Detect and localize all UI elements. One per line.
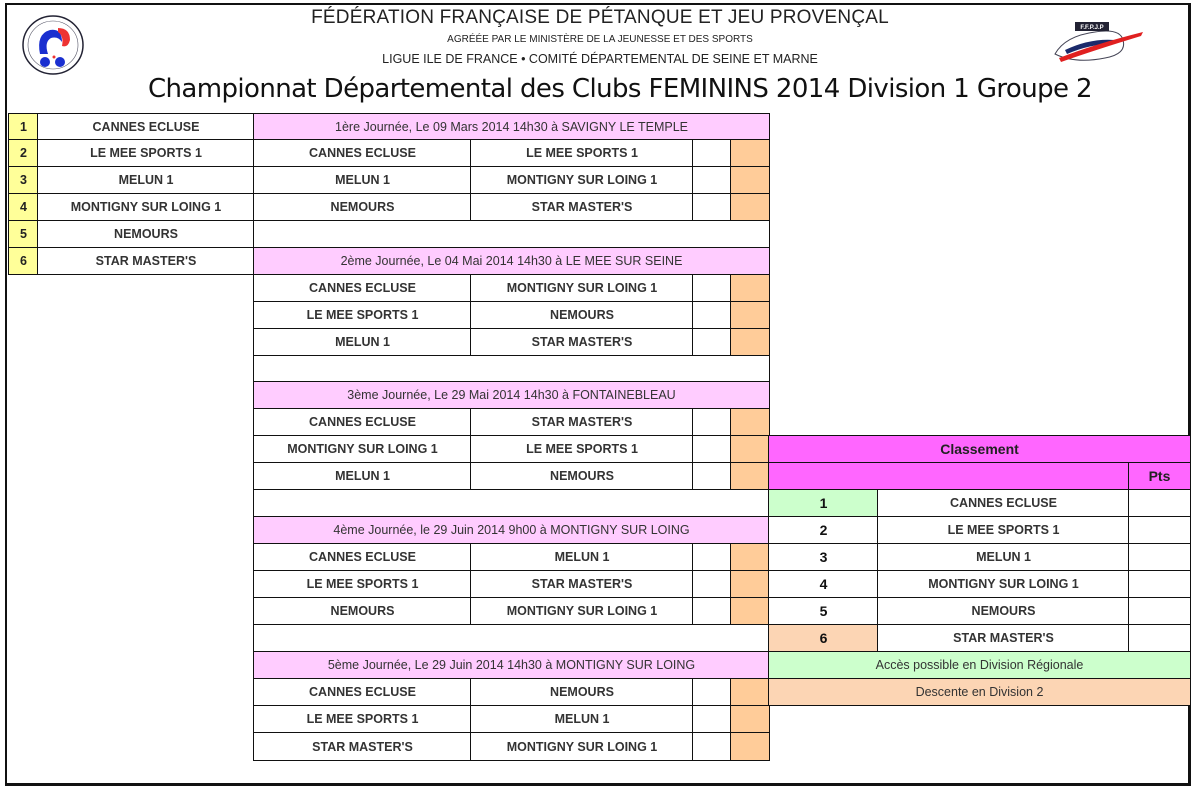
match-home: LE MEE SPORTS 1: [253, 570, 472, 598]
team-number: 4: [8, 193, 39, 221]
match-away: STAR MASTER'S: [470, 193, 694, 221]
points-cell[interactable]: [730, 543, 770, 571]
league-line: LIGUE ILE DE FRANCE • COMITÉ DÉPARTEMENTAL DE SEINE ET MARNE: [382, 52, 818, 66]
score-cell[interactable]: [692, 543, 732, 571]
round-header: 1ère Journée, Le 09 Mars 2014 14h30 à SAVIGNY LE TEMPLE: [253, 113, 770, 141]
rank-cell: 2: [768, 516, 879, 544]
rank-team: NEMOURS: [877, 597, 1130, 625]
match-away: LE MEE SPORTS 1: [470, 435, 694, 463]
match-away: MELUN 1: [470, 705, 694, 733]
points-cell[interactable]: [730, 166, 770, 194]
team-name: NEMOURS: [37, 220, 255, 248]
score-cell[interactable]: [692, 274, 732, 302]
agreement-line: AGRÉÉE PAR LE MINISTÈRE DE LA JEUNESSE ET DES SPORTS: [447, 34, 753, 45]
points-cell[interactable]: [730, 732, 770, 761]
rank-cell: 1: [768, 489, 879, 517]
team-name: MONTIGNY SUR LOING 1: [37, 193, 255, 221]
classement-title: Classement: [768, 435, 1191, 463]
points-cell[interactable]: [730, 301, 770, 329]
match-away: MELUN 1: [470, 543, 694, 571]
svg-text:F.F.P.J.P: F.F.P.J.P: [1080, 25, 1104, 31]
match-away: STAR MASTER'S: [470, 328, 694, 356]
match-away: MONTIGNY SUR LOING 1: [470, 166, 694, 194]
round-header: 3ème Journée, Le 29 Mai 2014 14h30 à FONTAINEBLEAU: [253, 381, 770, 409]
match-away: NEMOURS: [470, 462, 694, 490]
points-cell[interactable]: [730, 408, 770, 436]
spacer-row: [253, 624, 770, 652]
points-cell[interactable]: [730, 139, 770, 167]
pts-header: Pts: [1128, 462, 1191, 490]
spacer-row: [253, 220, 770, 248]
rank-points[interactable]: [1128, 489, 1191, 517]
points-cell[interactable]: [730, 328, 770, 356]
match-away: MONTIGNY SUR LOING 1: [470, 597, 694, 625]
rank-cell: 6: [768, 624, 879, 652]
rank-cell: 3: [768, 543, 879, 571]
match-home: NEMOURS: [253, 597, 472, 625]
rank-points[interactable]: [1128, 570, 1191, 598]
match-home: CANNES ECLUSE: [253, 408, 472, 436]
match-home: MELUN 1: [253, 328, 472, 356]
rank-team: LE MEE SPORTS 1: [877, 516, 1130, 544]
team-number: 3: [8, 166, 39, 194]
points-cell[interactable]: [730, 462, 770, 490]
rank-points[interactable]: [1128, 624, 1191, 652]
score-cell[interactable]: [692, 597, 732, 625]
rank-points[interactable]: [1128, 597, 1191, 625]
match-home: LE MEE SPORTS 1: [253, 705, 472, 733]
match-away: STAR MASTER'S: [470, 408, 694, 436]
match-home: MELUN 1: [253, 166, 472, 194]
points-cell[interactable]: [730, 435, 770, 463]
match-home: CANNES ECLUSE: [253, 678, 472, 706]
match-home: CANNES ECLUSE: [253, 274, 472, 302]
points-cell[interactable]: [730, 193, 770, 221]
match-away: NEMOURS: [470, 301, 694, 329]
points-cell[interactable]: [730, 678, 770, 706]
team-number: 2: [8, 139, 39, 167]
team-number: 5: [8, 220, 39, 248]
rank-team: MELUN 1: [877, 543, 1130, 571]
round-header: 4ème Journée, le 29 Juin 2014 9h00 à MONTIGNY SUR LOING: [253, 516, 770, 544]
legend-relegation: Descente en Division 2: [768, 678, 1191, 706]
team-name: MELUN 1: [37, 166, 255, 194]
rank-cell: 5: [768, 597, 879, 625]
score-cell[interactable]: [692, 678, 732, 706]
match-home: CANNES ECLUSE: [253, 139, 472, 167]
score-cell[interactable]: [692, 139, 732, 167]
team-name: STAR MASTER'S: [37, 247, 255, 275]
classement-subheader: [768, 462, 1130, 490]
score-cell[interactable]: [692, 301, 732, 329]
score-cell[interactable]: [692, 705, 732, 733]
spacer-row: [253, 355, 770, 383]
match-away: STAR MASTER'S: [470, 570, 694, 598]
match-home: STAR MASTER'S: [253, 732, 472, 761]
match-away: LE MEE SPORTS 1: [470, 139, 694, 167]
rank-points[interactable]: [1128, 516, 1191, 544]
match-home: MELUN 1: [253, 462, 472, 490]
match-home: CANNES ECLUSE: [253, 543, 472, 571]
round-header: 5ème Journée, Le 29 Juin 2014 14h30 à MONTIGNY SUR LOING: [253, 651, 770, 679]
match-home: MONTIGNY SUR LOING 1: [253, 435, 472, 463]
score-cell[interactable]: [692, 328, 732, 356]
score-cell[interactable]: [692, 166, 732, 194]
match-away: MONTIGNY SUR LOING 1: [470, 732, 694, 761]
page-title: Championnat Départemental des Clubs FEMININS 2014 Division 1 Groupe 2: [148, 74, 1092, 104]
points-cell[interactable]: [730, 705, 770, 733]
team-number: 6: [8, 247, 39, 275]
score-cell[interactable]: [692, 732, 732, 761]
score-cell[interactable]: [692, 570, 732, 598]
points-cell[interactable]: [730, 274, 770, 302]
team-name: LE MEE SPORTS 1: [37, 139, 255, 167]
team-number: 1: [8, 113, 39, 141]
points-cell[interactable]: [730, 597, 770, 625]
rank-cell: 4: [768, 570, 879, 598]
team-name: CANNES ECLUSE: [37, 113, 255, 141]
rank-team: STAR MASTER'S: [877, 624, 1130, 652]
score-cell[interactable]: [692, 193, 732, 221]
score-cell[interactable]: [692, 462, 732, 490]
score-cell[interactable]: [692, 435, 732, 463]
spacer-row: [253, 489, 770, 517]
score-cell[interactable]: [692, 408, 732, 436]
match-home: NEMOURS: [253, 193, 472, 221]
match-home: LE MEE SPORTS 1: [253, 301, 472, 329]
rank-team: CANNES ECLUSE: [877, 489, 1130, 517]
points-cell[interactable]: [730, 570, 770, 598]
rank-team: MONTIGNY SUR LOING 1: [877, 570, 1130, 598]
match-away: NEMOURS: [470, 678, 694, 706]
legend-promotion: Accès possible en Division Régionale: [768, 651, 1191, 679]
federation-name: FÉDÉRATION FRANÇAISE DE PÉTANQUE ET JEU PROVENÇAL: [311, 7, 889, 28]
match-away: MONTIGNY SUR LOING 1: [470, 274, 694, 302]
rank-points[interactable]: [1128, 543, 1191, 571]
round-header: 2ème Journée, Le 04 Mai 2014 14h30 à LE MEE SUR SEINE: [253, 247, 770, 275]
